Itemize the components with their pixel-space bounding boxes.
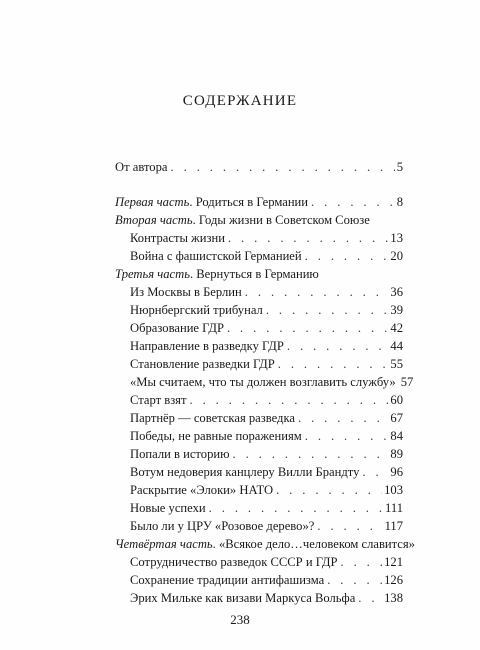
toc-entry-page: 20	[390, 249, 403, 263]
toc-entry	[130, 590, 403, 606]
toc-leader-dots	[278, 356, 389, 372]
toc-entry	[130, 464, 403, 480]
toc-leader-dots	[266, 302, 389, 318]
toc-entry-page: 103	[384, 483, 403, 497]
toc-entry-title: Вотум недоверия канцлеру Вилли Брандту	[130, 465, 360, 479]
toc-entry-page: 42	[390, 321, 403, 335]
toc-entry-part-two	[115, 212, 403, 228]
toc-leader-dots	[287, 338, 389, 354]
toc-entry-page: 13	[390, 231, 403, 245]
toc-entry-page: 121	[384, 555, 403, 569]
toc-leader-dots	[317, 518, 382, 534]
toc-leader-dots	[228, 230, 388, 246]
toc-part-title: . «Всякое дело…человеком славится»	[212, 537, 415, 551]
page-title: СОДЕРЖАНИЕ	[182, 93, 298, 109]
toc-leader-dots	[276, 482, 382, 498]
toc-entry-page: 111	[385, 501, 403, 515]
toc-leader-dots	[227, 320, 388, 336]
toc-leader-dots	[298, 410, 388, 426]
toc-entry-page: 55	[390, 357, 403, 371]
toc-entry-title: Раскрытие «Элоки» НАТО	[130, 483, 274, 497]
toc-entry-title: Направление в разведку ГДР	[130, 339, 284, 353]
page-number: 238	[230, 612, 250, 627]
toc-entry-page: 60	[390, 393, 403, 407]
toc-entry-title: Попали в историю	[130, 447, 230, 461]
toc-leader-dots	[233, 446, 389, 462]
toc-entry-page: 117	[384, 519, 403, 533]
toc-entry-page: 8	[396, 195, 403, 209]
toc-entry-page: 89	[390, 447, 403, 461]
toc-part-title: . Вернуться в Германию	[189, 267, 319, 281]
toc-entry-title: Новые успехи	[130, 501, 206, 515]
toc-entry-title: Война с фашистской Германией	[130, 249, 302, 263]
toc-entry-title: Контрасты жизни	[130, 231, 225, 245]
toc-leader-dots	[209, 500, 383, 516]
toc-entry-title: Партнёр — советская разведка	[130, 411, 295, 425]
toc-leader-dots	[305, 248, 389, 264]
toc-entry-title: Становление разведки ГДР	[130, 357, 275, 371]
toc-entry-from-author	[115, 159, 403, 175]
toc-entry	[130, 482, 403, 498]
toc-entry-title: Победы, не равные поражениям	[130, 429, 302, 443]
toc-entry-part-three	[115, 266, 403, 282]
toc-entry	[130, 356, 403, 372]
toc-entry-page: 39	[390, 303, 403, 317]
toc-entry	[130, 500, 403, 516]
toc-entry-title: «Мы считаем, что ты должен возглавить службу»	[130, 375, 396, 389]
toc-entry-page: 96	[390, 465, 403, 479]
toc-leader-dots	[305, 428, 389, 444]
toc-entry	[130, 428, 403, 444]
toc-part-heading	[115, 266, 319, 282]
toc-entry-title: Нюрнбергский трибунал	[130, 303, 263, 317]
toc-leader-dots	[171, 159, 395, 175]
toc-part-title: . Родиться в Германии	[189, 195, 309, 209]
toc-leader-dots	[245, 284, 389, 300]
toc-entry	[130, 284, 403, 300]
toc-entry	[130, 518, 403, 534]
toc-part-label: Первая часть	[115, 195, 190, 209]
toc-entry-title: Было ли у ЦРУ «Розовое дерево»?	[130, 519, 315, 533]
toc-entry-page: 57	[400, 375, 414, 389]
toc-leader-dots	[340, 554, 382, 570]
toc-entry-page: 126	[384, 573, 403, 587]
toc-entry	[130, 446, 403, 462]
toc-entry-title: Старт взят	[130, 393, 187, 407]
toc-part-label: Третья часть	[115, 267, 190, 281]
toc-part-heading	[115, 536, 415, 552]
toc-entry	[130, 410, 403, 426]
toc-entry-page: 84	[390, 429, 403, 443]
toc-leader-dots	[327, 572, 382, 588]
toc-entry	[130, 572, 403, 588]
toc-entry	[130, 374, 414, 390]
toc-entry	[130, 392, 403, 408]
toc-entry	[130, 230, 403, 246]
toc-leader-dots	[362, 464, 388, 480]
toc-part-heading	[115, 194, 308, 210]
toc-entry	[130, 338, 403, 354]
toc-part-label: Вторая часть	[115, 213, 193, 227]
toc-entry-page: 5	[396, 160, 403, 174]
toc-part-label: Четвёртая часть	[115, 537, 213, 551]
toc-entry-page: 138	[384, 591, 403, 605]
toc-entry-title: Образование ГДР	[130, 321, 224, 335]
toc-leader-dots	[358, 590, 382, 606]
toc-entry	[130, 554, 403, 570]
toc-entry-part-four	[115, 536, 415, 552]
toc-entry-title: Эрих Мильке как визави Маркуса Вольфа	[130, 591, 356, 605]
toc-entry-title: От автора	[115, 160, 168, 174]
toc-entry	[130, 248, 403, 264]
toc-entry-title: Сотрудничество разведок СССР и ГДР	[130, 555, 338, 569]
toc-part-heading	[115, 212, 370, 228]
toc-entry-title: Сохранение традиции антифашизма	[130, 573, 325, 587]
toc-entry	[130, 320, 403, 336]
toc-entry-page: 44	[390, 339, 403, 353]
toc-entry	[130, 302, 403, 318]
toc-part-title: . Годы жизни в Советском Союзе	[192, 213, 370, 227]
toc-entry-page: 67	[390, 411, 403, 425]
toc-entry-title: Из Москвы в Берлин	[130, 285, 242, 299]
toc-leader-dots	[311, 194, 395, 210]
toc-entry-page: 36	[390, 285, 403, 299]
toc-leader-dots	[189, 392, 388, 408]
toc-entry-part-one	[115, 194, 403, 210]
